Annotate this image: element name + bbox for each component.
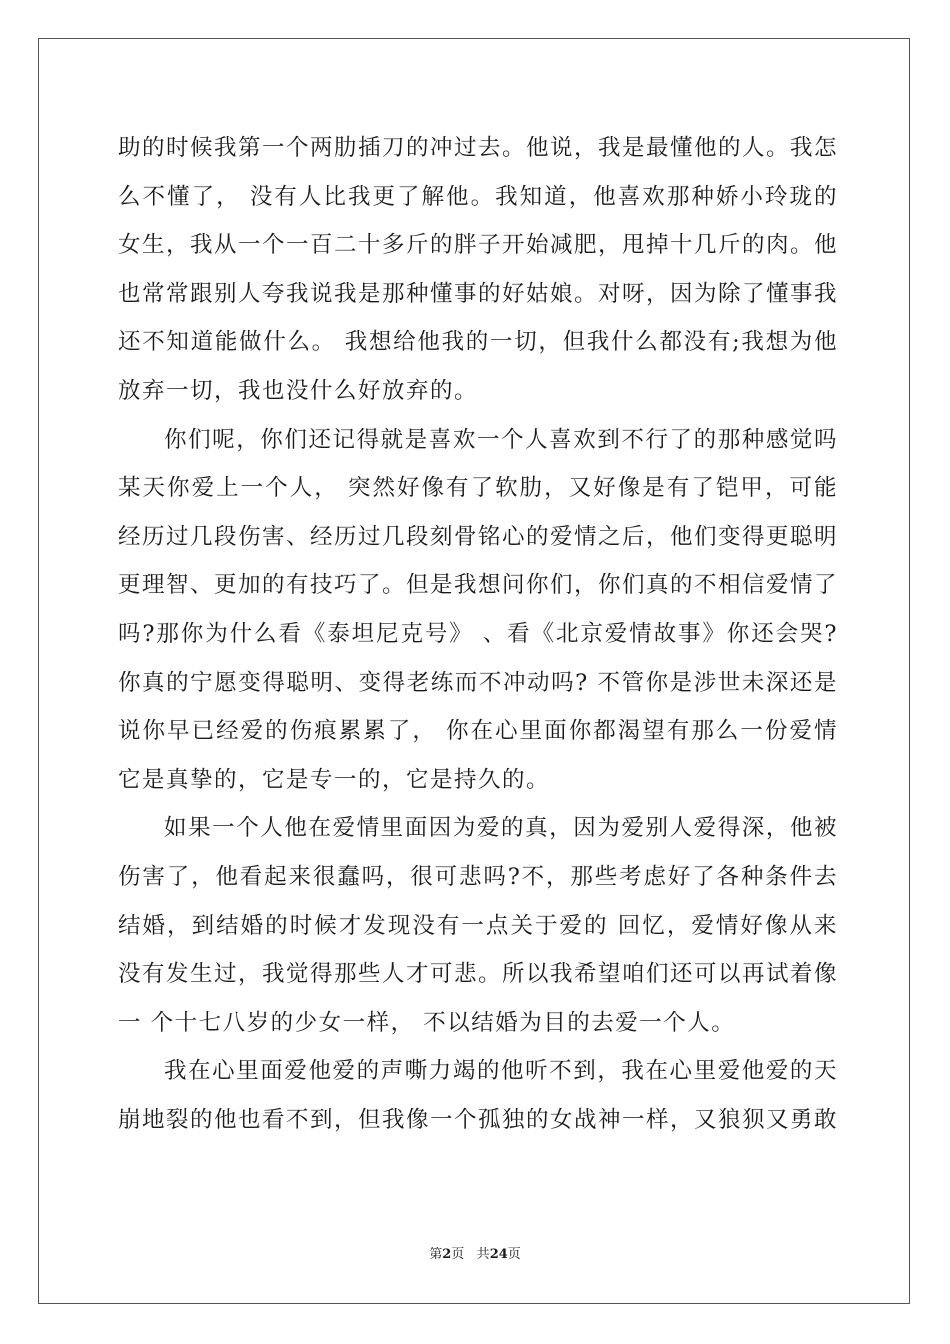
text-line: 放弃一切，我也没什么好放弃的。 bbox=[118, 378, 479, 404]
total-pages: 24 bbox=[489, 1247, 508, 1262]
text-line: 没有发生过，我觉得那些人才可悲。所以我希望咱们还可以再试着像 bbox=[118, 961, 839, 988]
text-line: 吗?那你为什么看《泰坦尼克号》 、看《北京爱情故事》你还会哭? bbox=[118, 621, 838, 647]
text-line: 结婚，到结婚的时候才发现没有一点关于爱的 回忆，爱情好像从来 bbox=[118, 912, 838, 939]
text-line: 经历过几段伤害、经历过几段刻骨铭心的爱情之后，他们变得更聪明 bbox=[118, 523, 839, 550]
text-line: 更理智、更加的有技巧了。但是我想问你们，你们真的不相信爱情了 bbox=[118, 572, 839, 599]
text-line: 女生，我从一个一百二十多斤的胖子开始减肥，甩掉十几斤的肉。他 bbox=[118, 232, 839, 259]
text-line: 你们呢，你们还记得就是喜欢一个人喜欢到不行了的那种感觉吗 bbox=[164, 426, 838, 453]
text-line: 你真的宁愿变得聪明、变得老练而不冲动吗? 不管你是涉世未深还是 bbox=[118, 669, 838, 696]
page-label-prefix: 第 bbox=[429, 1247, 443, 1262]
text-line: 我在心里面爱他爱的声嘶力竭的他听不到，我在心里爱他爱的天 bbox=[164, 1058, 838, 1085]
text-line: 还不知道能做什么。 我想给他我的一切，但我什么都没有;我想为他 bbox=[118, 329, 838, 356]
total-label-prefix: 共 bbox=[476, 1247, 490, 1262]
text-line: 崩地裂的他也看不到，但我像一个孤独的女战神一样，又狼狈又勇敢 bbox=[118, 1107, 839, 1133]
page-footer bbox=[0, 1246, 950, 1264]
text-line: 说你早已经爱的伤痕累累了， 你在心里面你都渴望有那么一份爱情 bbox=[118, 718, 838, 745]
text-line: 某天你爱上一个人， 突然好像有了软肋，又好像是有了铠甲，可能 bbox=[118, 475, 838, 502]
text-line: 伤害了，他看起来很蠢吗，很可悲吗?不，那些考虑好了各种条件去 bbox=[118, 864, 838, 890]
text-line: 它是真挚的，它是专一的，它是持久的。 bbox=[118, 766, 551, 793]
text-line: 如果一个人他在爱情里面因为爱的真，因为爱别人爱得深，他被 bbox=[164, 815, 838, 842]
total-label-suffix: 页 bbox=[507, 1247, 521, 1262]
text-line: 么不懂了， 没有人比我更了解他。我知道，他喜欢那种娇小玲珑的 bbox=[118, 183, 838, 210]
page-label-suffix: 页 bbox=[451, 1247, 465, 1262]
text-line: 助的时候我第一个两肋插刀的冲过去。他说，我是最懂他的人。我怎 bbox=[118, 135, 839, 161]
text-line: 一 个十七八岁的少女一样， 不以结婚为目的去爱一个人。 bbox=[118, 1009, 736, 1036]
page-number: 2 bbox=[442, 1247, 452, 1262]
text-line: 也常常跟别人夸我说我是那种懂事的好姑娘。对呀，因为除了懂事我 bbox=[118, 280, 839, 307]
